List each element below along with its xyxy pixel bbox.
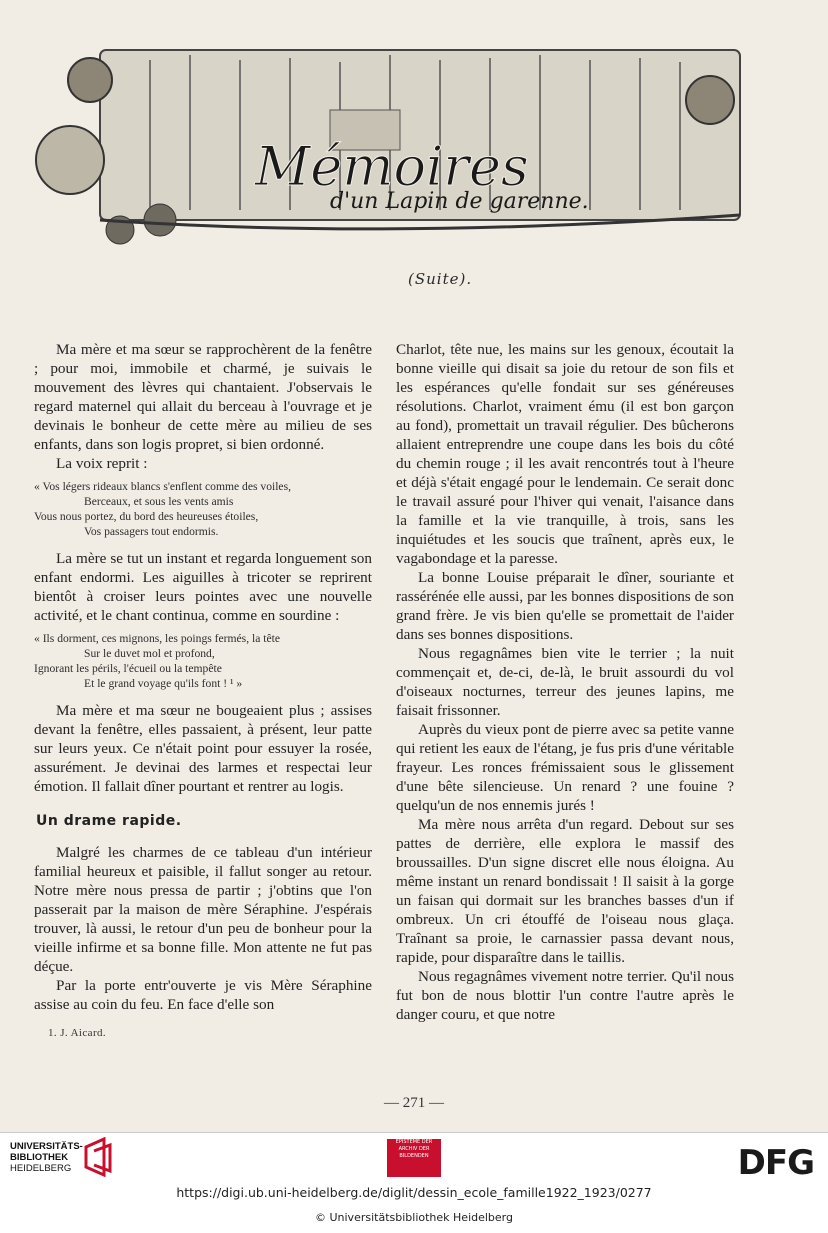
verse-line: Et le grand voyage qu'ils font ! ¹ » [84,677,243,690]
paragraph: Ma mère nous arrêta d'un regard. Debout sur ses pattes de derrière, elle explora le massif des broussailles. D'un signe discret elle nous éloigna. Au même instant un renard bondissait ! Il saisit à la gorge un faisan qui dormait sur les branches basses d'un if ombreux. Un cri étouffé de l'oiseau nous glaça. Traînant sa proie, le carnassier passa devant nous, rapide, pour disparaître dans le taillis. [396,816,734,966]
paragraph: Charlot, tête nue, les mains sur les genoux, écoutait la bonne vieille qui disait sa joie du retour de son fils et les espérances qu'elle fondait sur ses généreuses résolutions. Charlot, vraiment ému (il est bon garçon au fond), promettait un travail régulier. Des bûcherons allaient entreprendre une coupe dans les bois du côté du chemin rouge ; il les avait rencontrés tout à l'heure et déjà s'était engagé pour le lendemain. Ce serait donc le travail assuré pour l'hiver qui venait, l'aisance dans la famille et la vie tranquille, à trois, sans les inquiétudes et les soucis que traînent, après eux, le vagabondage et la paresse. [396,341,734,567]
library-name-line: HEIDELBERG [10,1163,72,1174]
partner-logo-text: ARCHIV DER BILDENDEN [398,1146,430,1159]
paragraph: La mère se tut un instant et regarda longuement son enfant endormi. Les aiguilles à tricoter se reprirent bientôt à croiser leurs pointes avec une nouvelle activité, et le chant continua, comme en sourdine : [34,550,372,624]
paragraph: La bonne Louise préparait le dîner, souriante et rassérénée elle aussi, par les bonnes dispositions de son grand frère. Je vis bien qu'elle se promettait de l'aider dans ses bonnes dispositions. [396,569,734,643]
library-name-line: UNIVERSITÄTS- [10,1141,83,1152]
library-name-line: BIBLIOTHEK [10,1152,69,1163]
right-column [396,340,734,1024]
paragraph: Nous regagnâmes vivement notre terrier. Qu'il nous fut bon de nous blottir l'un contre l'autre après le danger couru, et que notre [396,968,734,1023]
title-banner-illustration [30,40,745,245]
verse-line: Berceaux, et sous les vents amis [84,495,234,508]
verse-line: Vos passagers tout endormis. [84,525,219,538]
library-emblem-icon [84,1137,112,1177]
page-url-link[interactable]: https://digi.ub.uni-heidelberg.de/diglit/dessin_ecole_famille1922_1923/0277 [176,1185,652,1200]
left-column [34,340,372,1043]
paragraph: Ma mère et ma sœur se rapprochèrent de la fenêtre ; pour moi, immobile et charmé, je suivais le mouvement des lèvres qui chantaient. J'observais le regard maternel qui allait du berceau à l'ouvrage et je devinais le bonheur de cette mère au milieu de ses enfants, dans son logis propret, si bien ordonné. [34,341,372,453]
partner-logo-text: ÉPISTÈME DER [395,1139,433,1145]
verse-line: Sur le duvet mol et profond, [84,647,215,660]
paragraph: La voix reprit : [56,455,148,472]
verse-line: Ignorant les périls, l'écueil ou la tempête [34,662,222,675]
verse-block [34,479,372,539]
verse-line: « Ils dorment, ces mignons, les poings fermés, la tête [34,632,280,645]
verse-line: Vous nous portez, du bord des heureuses étoiles, [34,510,259,523]
paragraph: Ma mère et ma sœur ne bougeaient plus ; assises devant la fenêtre, elles passaient, à présent, leur patte sur leurs yeux. Ce n'était point pour essuyer la rosée, assurément. Je devinai des larmes et respectai leur émotion. Il fallait dîner pourtant et rentrer au logis. [34,702,372,795]
paragraph: Par la porte entr'ouverte je vis Mère Séraphine assise au coin du feu. En face d'elle son [34,977,372,1013]
dfg-logo[interactable]: DFG [737,1143,814,1183]
verse-block [34,631,372,691]
footnote: 1. J. Aicard. [48,1027,107,1039]
section-heading: Un drame rapide. [36,813,182,829]
page-number: — 271 — [384,1095,444,1111]
paragraph: Malgré les charmes de ce tableau d'un intérieur familial heureux et paisible, il fallut songer au retour. Notre mère nous pressa de partir ; j'obtins que l'on passerait par la maison de mère Séraphine. J'espérais trouver, là aussi, le retour d'un peu de bonheur pour la vieille infirme et sa bonne fille. Mon attente ne fut pas déçue. [34,844,372,975]
suite-label: (Suite). [408,270,473,288]
paragraph: Nous regagnâmes bien vite le terrier ; la nuit commençait et, de-ci, de-là, le bruit assourdi du vol d'oiseaux nocturnes, terreur des jeunes lapins, me faisait frissonner. [396,645,734,719]
viewer-footer [0,1132,828,1233]
partner-logo[interactable] [387,1139,441,1177]
title-sub: d'un Lapin de garenne. [330,189,589,214]
copyright-notice: © Universitätsbibliothek Heidelberg [314,1211,513,1224]
paragraph: Auprès du vieux pont de pierre avec sa petite vanne qui retient les eaux de l'étang, je fus pris d'une véritable frayeur. Les ronces frémissaient sous le glissement d'une bête silencieuse. Un renard ? une fouine ? quelqu'un de nos ennemis jurés ! [396,721,734,814]
title-main: Mémoires [255,135,529,198]
verse-line: « Vos légers rideaux blancs s'enflent comme des voiles, [34,480,291,493]
